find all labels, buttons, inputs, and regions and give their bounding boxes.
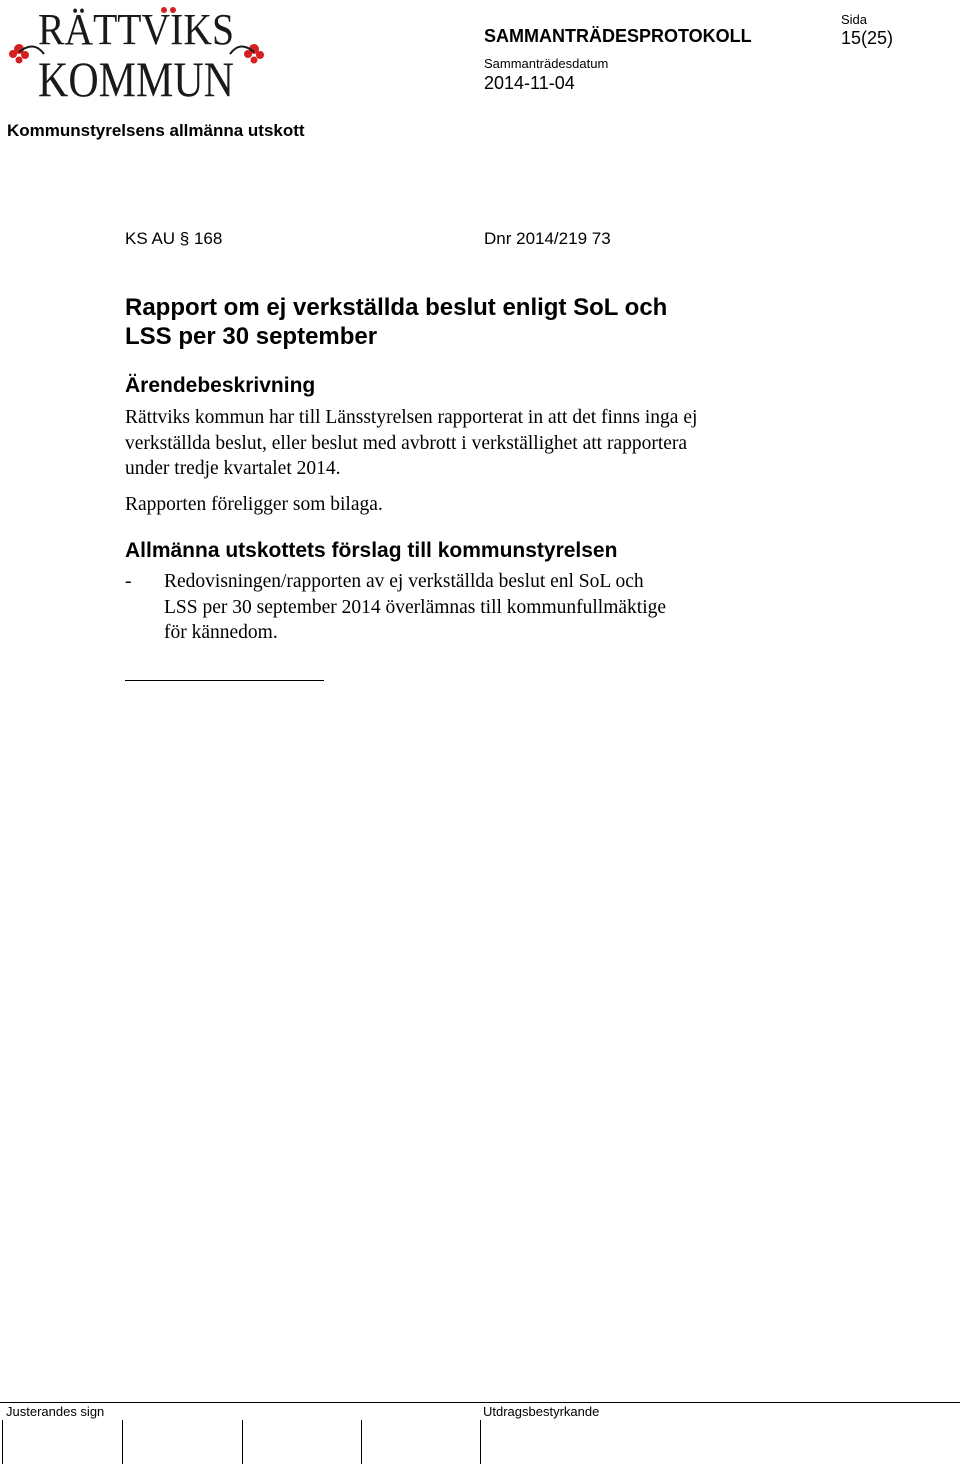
list-bullet: - (125, 571, 132, 592)
description-paragraph (125, 405, 697, 482)
page-label: Sida (841, 12, 868, 27)
municipality-logo (4, 2, 268, 102)
description-line: verkställda beslut, eller beslut med avbrott i verkställighet att rapportera (125, 432, 688, 454)
proposal-line: för kännedom. (164, 622, 278, 643)
document-type: SAMMANTRÄDESPROTOKOLL (484, 26, 752, 46)
signature-box-divider (361, 1420, 362, 1464)
case-title (125, 293, 765, 351)
footer-rule (0, 1402, 960, 1403)
proposal-list-item (164, 569, 666, 646)
section-heading-description: Ärendebeskrivning (125, 374, 316, 397)
meeting-date: 2014-11-04 (484, 73, 575, 93)
case-title-line: Rapport om ej verkställda beslut enligt SoL och (125, 294, 668, 321)
section-divider (125, 680, 324, 681)
description-line: under tredje kvartalet 2014. (125, 458, 341, 479)
page-number: 15(25) (841, 28, 894, 48)
section-heading-proposal: Allmänna utskottets förslag till kommunstyrelsen (125, 539, 618, 562)
proposal-line: Redovisningen/rapporten av ej verkställda beslut enl SoL och (164, 571, 644, 592)
paragraph-number: KS AU § 168 (125, 229, 223, 248)
logo-text-top: RÄTTVIKS (38, 5, 234, 54)
logo-text-bottom: KOMMUN (38, 51, 234, 102)
signature-box-divider (242, 1420, 243, 1464)
footer-signature-label: Justerandes sign (6, 1404, 105, 1419)
meeting-date-label: Sammanträdesdatum (484, 56, 609, 71)
footer-certification-label: Utdragsbestyrkande (483, 1404, 600, 1419)
case-title-line: LSS per 30 september (125, 323, 378, 350)
proposal-line: LSS per 30 september 2014 överlämnas till kommunfullmäktige (164, 596, 667, 618)
registration-number: Dnr 2014/219 73 (484, 229, 611, 248)
description-line: Rättviks kommun har till Länsstyrelsen rapporterat in att det finns inga ej (125, 407, 698, 428)
signature-box-divider (480, 1420, 481, 1464)
committee-name: Kommunstyrelsens allmänna utskott (7, 121, 305, 140)
signature-box-divider (2, 1420, 3, 1464)
signature-box-divider (122, 1420, 123, 1464)
attachment-note: Rapporten föreligger som bilaga. (125, 494, 383, 515)
